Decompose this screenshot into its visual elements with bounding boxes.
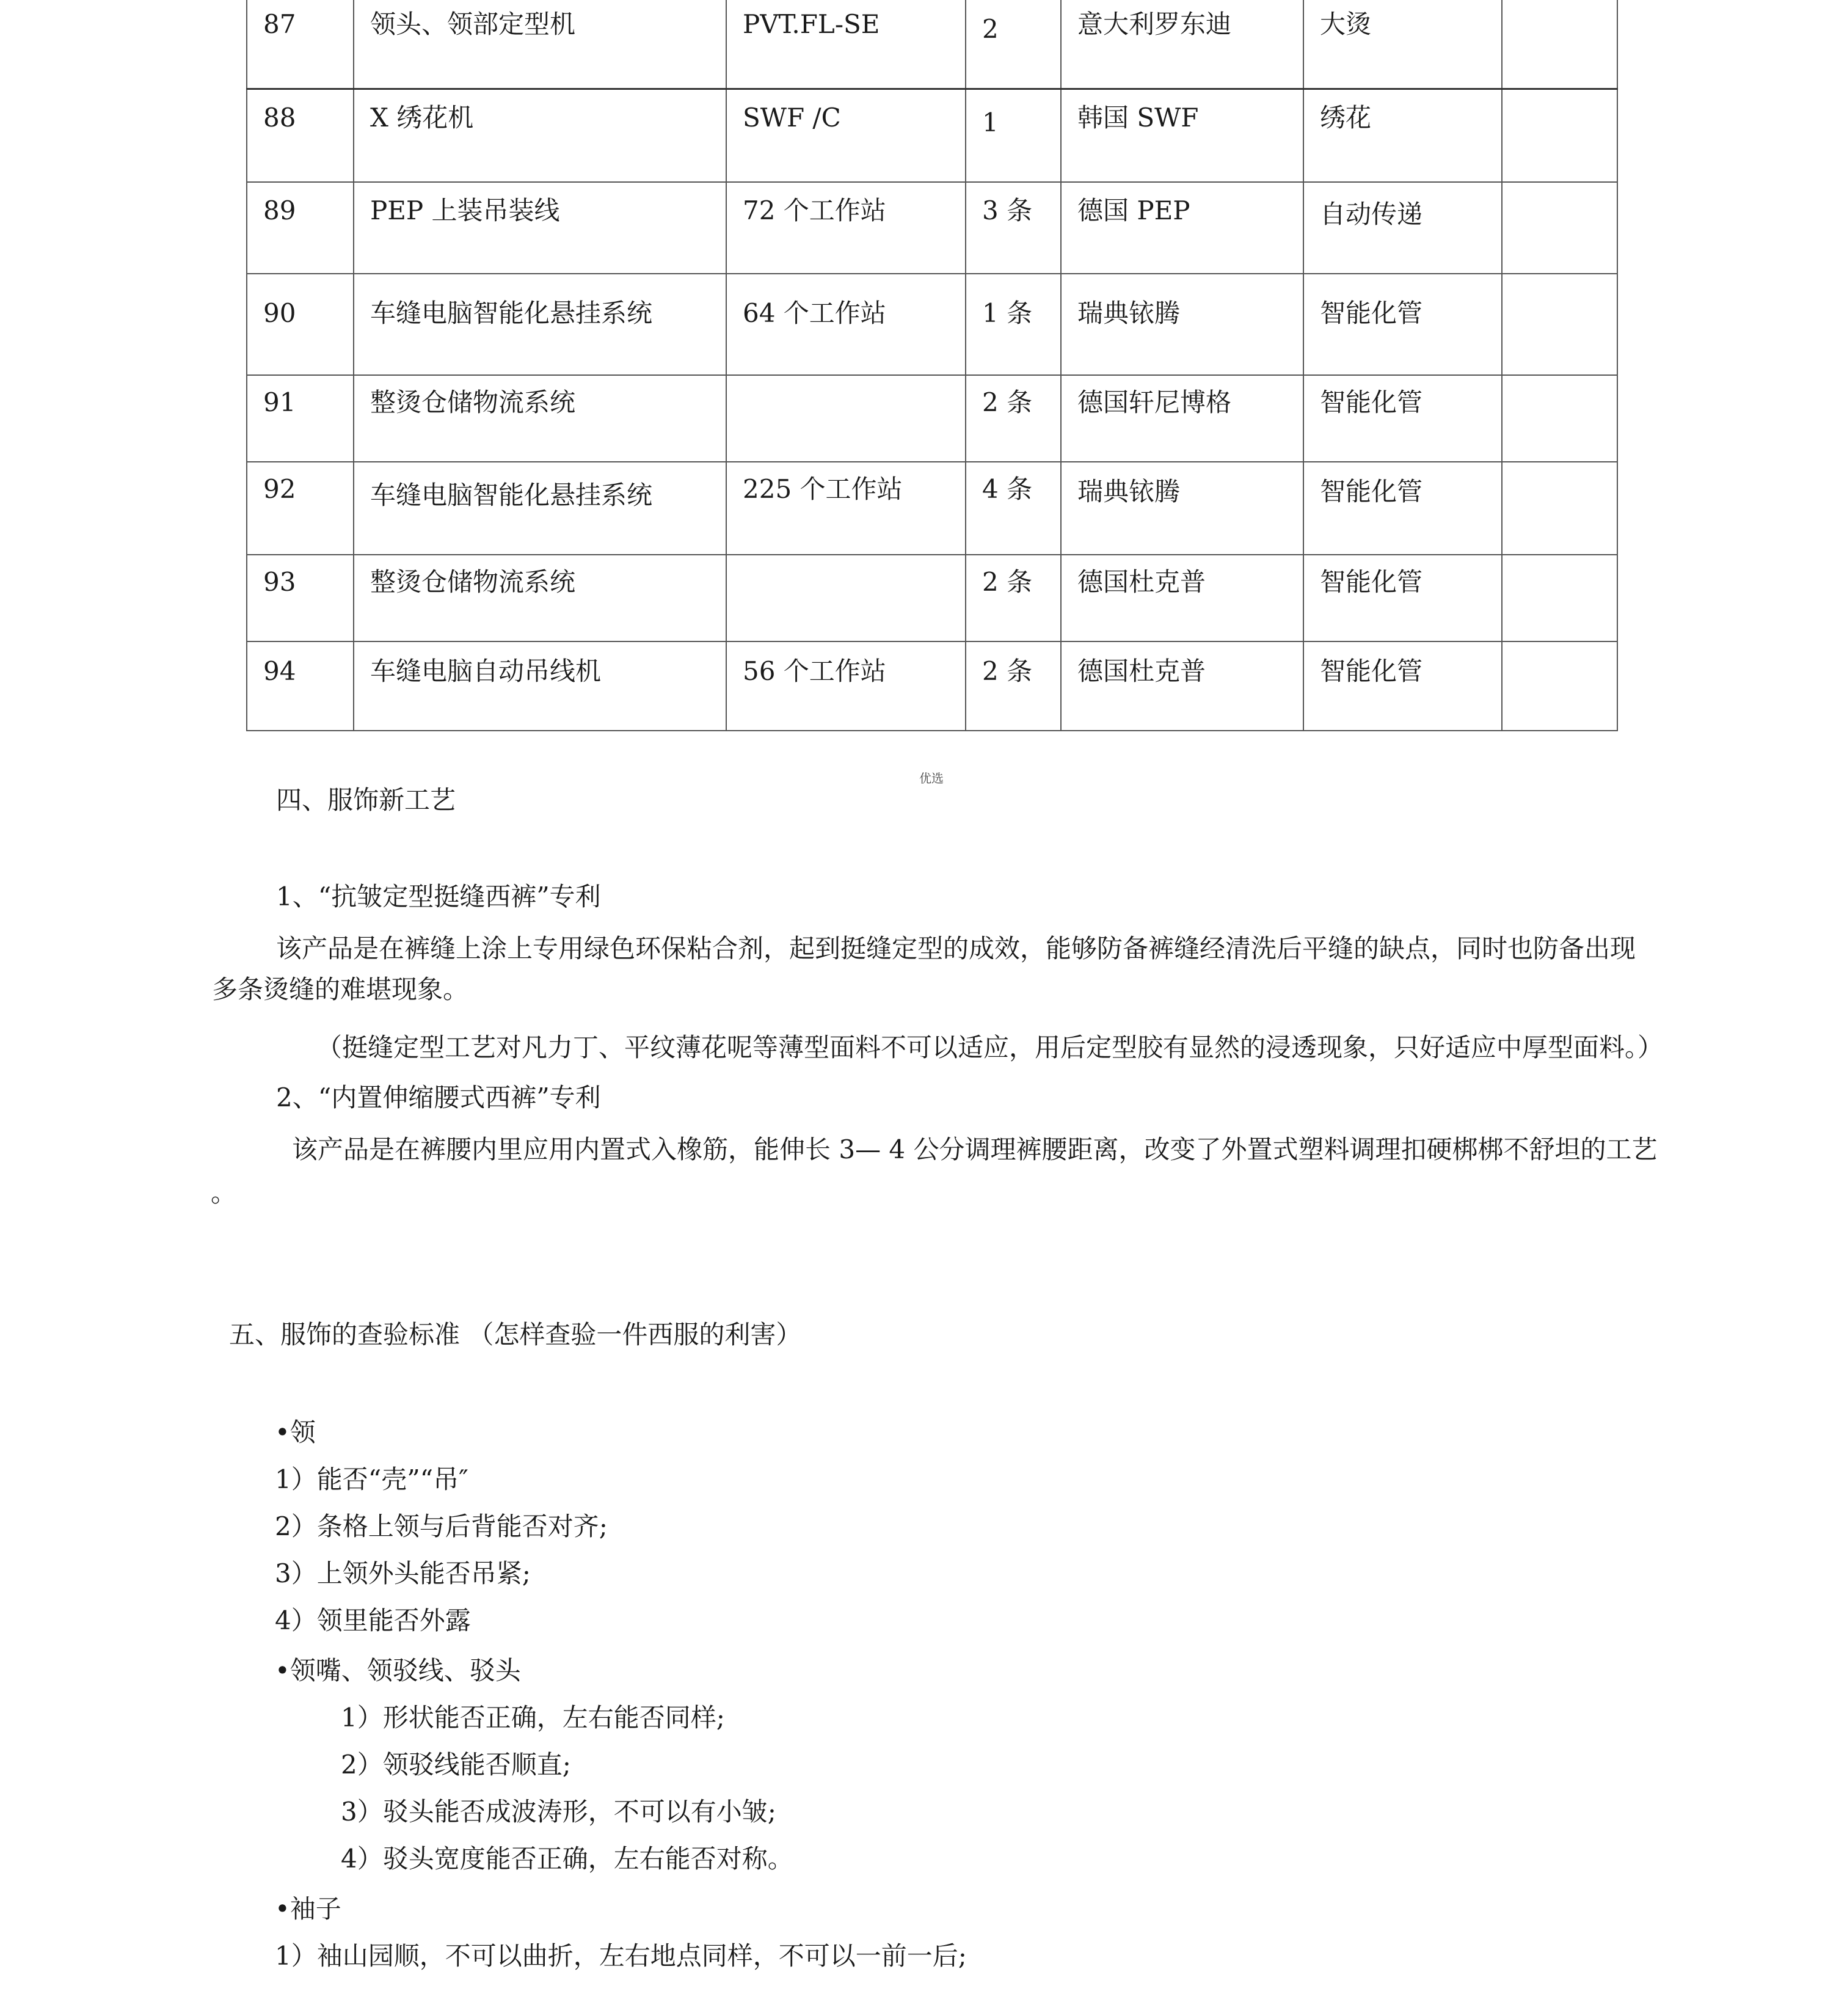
- collar-item: 1）能否“壳”“吊″: [275, 1464, 468, 1494]
- cell-use: 自动传递: [1303, 182, 1502, 274]
- table-row: [247, 555, 1617, 641]
- cell-name: PEP 上装吊装线: [354, 182, 726, 274]
- lapel-item: 2）领驳线能否顺直;: [341, 1750, 571, 1780]
- collar-heading: •领: [275, 1417, 316, 1447]
- cell-note: [1502, 182, 1617, 274]
- table-row: [247, 182, 1617, 274]
- cell-use: 智能化管: [1303, 555, 1502, 641]
- cell-use: 大烫: [1303, 0, 1502, 89]
- cell-origin: 瑞典铱腾: [1061, 274, 1303, 375]
- cell-note: [1502, 555, 1617, 641]
- cell-qty: 2 条: [966, 641, 1061, 731]
- cell-note: [1502, 375, 1617, 462]
- cell-qty: 2: [966, 0, 1061, 89]
- section4-item2-title: 2、“内置伸缩腰式西裤”专利: [276, 1083, 601, 1112]
- cell-origin: 德国轩尼博格: [1061, 375, 1303, 462]
- lapel-item: 3）驳头能否成波涛形，不可以有小皱;: [341, 1797, 776, 1827]
- cell-use: 智能化管: [1303, 274, 1502, 375]
- sleeve-heading: •袖子: [275, 1894, 341, 1924]
- section5-heading: 五、服饰的查验标准 （怎样查验一件西服的利害）: [229, 1320, 802, 1349]
- collar-item: 3）上领外头能否吊紧;: [275, 1558, 531, 1588]
- cell-origin: 意大利罗东迪: [1061, 0, 1303, 89]
- cell-note: [1502, 641, 1617, 731]
- cell-origin: 德国杜克普: [1061, 555, 1303, 641]
- cell-no: 87: [247, 0, 354, 89]
- cell-use: 智能化管: [1303, 375, 1502, 462]
- lapel-heading: •领嘴、领驳线、驳头: [275, 1656, 521, 1685]
- section4-heading: 四、服饰新工艺: [276, 785, 456, 815]
- lapel-item: 4）驳头宽度能否正确，左右能否对称。: [341, 1844, 793, 1874]
- table-row: [247, 274, 1617, 375]
- section4-item1-body-line1: 该产品是在裤缝上涂上专用绿色环保粘合剂，起到挺缝定型的成效，能够防备裤缝经清洗后平缝的缺点，同时也防备出现: [276, 933, 1636, 963]
- cell-note: [1502, 89, 1617, 183]
- cell-use: 智能化管: [1303, 462, 1502, 555]
- cell-name: 领头、领部定型机: [354, 0, 726, 89]
- cell-qty: 3 条: [966, 182, 1061, 274]
- cell-no: 93: [247, 555, 354, 641]
- cell-qty: 2 条: [966, 555, 1061, 641]
- cell-note: [1502, 0, 1617, 89]
- cell-use: 智能化管: [1303, 641, 1502, 731]
- section4-item2-body-line1: 该产品是在裤腰内里应用内置式入橡筋，能伸长 3— 4 公分调理裤腰距离，改变了外置式塑料调理扣硬梆梆不舒坦的工艺: [292, 1134, 1658, 1164]
- cell-name: 车缝电脑智能化悬挂系统: [354, 274, 726, 375]
- table-row: [247, 462, 1617, 555]
- cell-name: X 绣花机: [354, 89, 726, 183]
- cell-model: PVT.FL-SE: [726, 0, 966, 89]
- cell-no: 88: [247, 89, 354, 183]
- section4-item2-body-line2: 。: [211, 1178, 237, 1208]
- table-row: [247, 375, 1617, 462]
- cell-model: 225 个工作站: [726, 462, 966, 555]
- collar-item: 2）条格上领与后背能否对齐;: [275, 1511, 608, 1541]
- cell-name: 车缝电脑智能化悬挂系统: [354, 462, 726, 555]
- table-row: [247, 641, 1617, 731]
- table-row: [247, 0, 1617, 89]
- cell-name: 车缝电脑自动吊线机: [354, 641, 726, 731]
- equipment-table: [246, 0, 1618, 731]
- cell-no: 94: [247, 641, 354, 731]
- cell-note: [1502, 274, 1617, 375]
- cell-model: 64 个工作站: [726, 274, 966, 375]
- page-footer-mark: 优选: [919, 771, 944, 786]
- cell-no: 92: [247, 462, 354, 555]
- cell-qty: 1 条: [966, 274, 1061, 375]
- cell-model: SWF /C: [726, 89, 966, 183]
- cell-origin: 德国杜克普: [1061, 641, 1303, 731]
- cell-note: [1502, 462, 1617, 555]
- cell-model: [726, 375, 966, 462]
- cell-no: 91: [247, 375, 354, 462]
- cell-no: 89: [247, 182, 354, 274]
- cell-origin: 韩国 SWF: [1061, 89, 1303, 183]
- cell-origin: 德国 PEP: [1061, 182, 1303, 274]
- table-row: [247, 89, 1617, 183]
- cell-origin: 瑞典铱腾: [1061, 462, 1303, 555]
- cell-model: 72 个工作站: [726, 182, 966, 274]
- cell-model: [726, 555, 966, 641]
- cell-qty: 2 条: [966, 375, 1061, 462]
- section4-item1-title: 1、“抗皱定型挺缝西裤”专利: [276, 882, 601, 911]
- cell-qty: 4 条: [966, 462, 1061, 555]
- section4-item1-note: （挺缝定型工艺对凡力丁、平纹薄花呢等薄型面料不可以适应，用后定型胶有显然的浸透现象，只好适应中厚型面料。）: [316, 1032, 1664, 1062]
- collar-item: 4）领里能否外露: [275, 1605, 471, 1635]
- lapel-item: 1）形状能否正确，左右能否同样;: [341, 1703, 725, 1733]
- cell-qty: 1: [966, 89, 1061, 183]
- cell-no: 90: [247, 274, 354, 375]
- sleeve-item: 1）袖山园顺，不可以曲折，左右地点同样，不可以一前一后;: [275, 1941, 967, 1971]
- cell-use: 绣花: [1303, 89, 1502, 183]
- section4-item1-body-line2: 多条烫缝的难堪现象。: [212, 974, 469, 1004]
- cell-name: 整烫仓储物流系统: [354, 555, 726, 641]
- cell-model: 56 个工作站: [726, 641, 966, 731]
- cell-name: 整烫仓储物流系统: [354, 375, 726, 462]
